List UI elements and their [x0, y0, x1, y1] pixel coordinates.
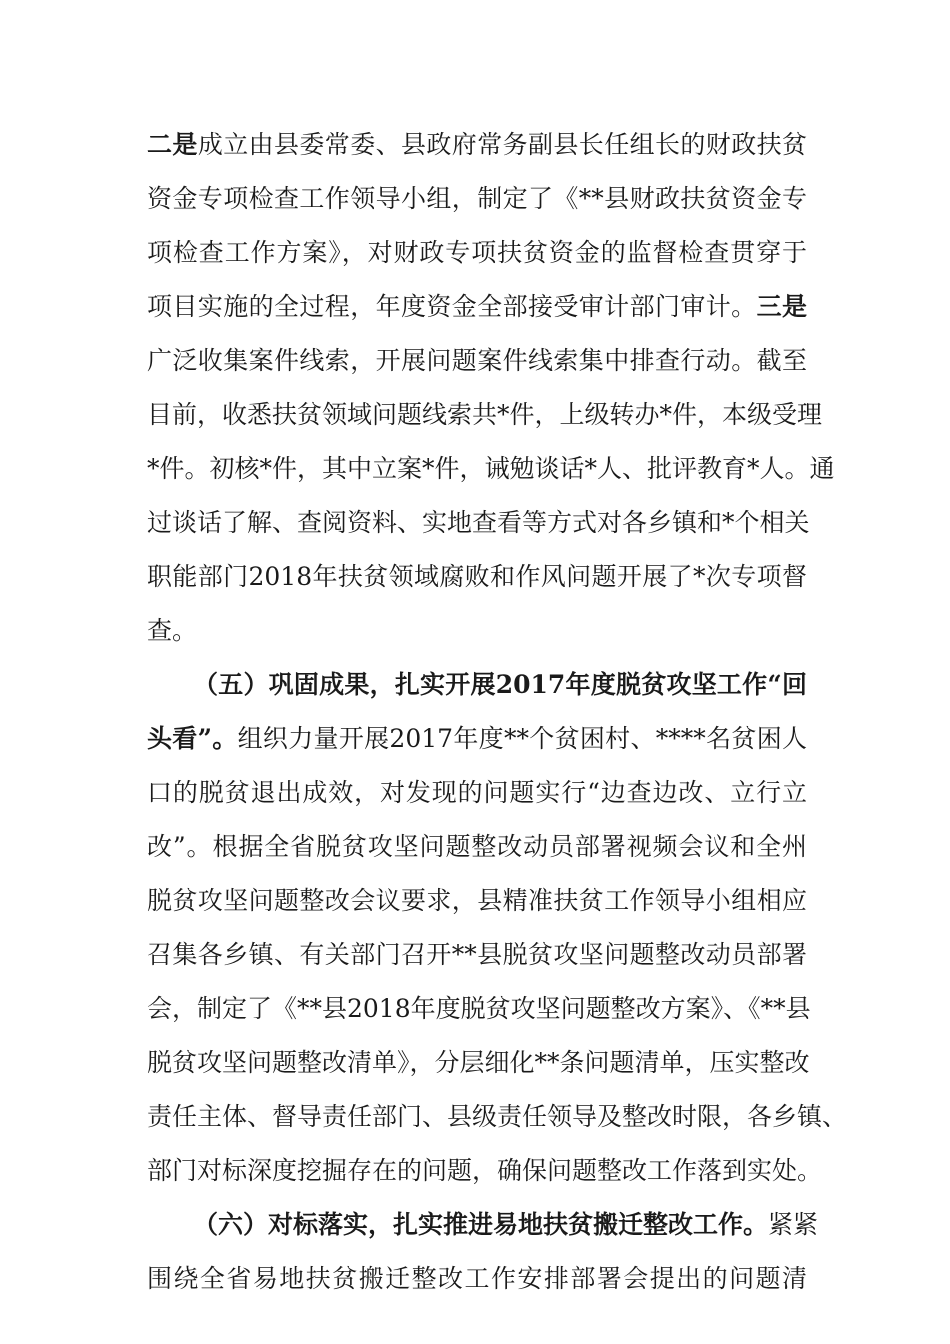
- bold-text-run: 二是: [147, 130, 198, 159]
- text-line: [147, 287, 807, 327]
- text-line: [147, 773, 807, 813]
- text-line: [147, 1151, 823, 1191]
- text-line: [147, 557, 807, 597]
- text-run: 成立由县委常委、县政府常务副县长任组长的财政扶贫: [197, 130, 807, 159]
- text-run: 资金专项检查工作领导小组，制定了《**县财政扶贫资金专: [147, 184, 807, 213]
- text-run: 广泛收集案件线索，开展问题案件线索集中排查行动。截至: [147, 346, 807, 375]
- text-line: [147, 935, 807, 975]
- text-run: 责任主体、督导责任部门、县级责任领导及整改时限，各乡镇、: [147, 1102, 848, 1131]
- text-run: 目前，收悉扶贫领域问题线索共*件，上级转办*件，本级受理: [147, 400, 823, 429]
- text-run: 项检查工作方案》，对财政专项扶贫资金的监督检查贯穿于: [147, 238, 807, 267]
- text-line: [147, 1259, 807, 1299]
- text-line: [147, 395, 823, 435]
- section-heading-line: [193, 665, 807, 705]
- text-line: [147, 989, 811, 1029]
- text-line: [147, 1097, 848, 1137]
- text-run: 项目实施的全过程，年度资金全部接受审计部门审计。: [147, 292, 757, 321]
- text-run: 会，制定了《**县2018年度脱贫攻坚问题整改方案》、《**县: [147, 994, 811, 1023]
- text-run: 组织力量开展2017年度**个贫困村、****名贫困人: [237, 724, 808, 753]
- text-run: 脱贫攻坚问题整改会议要求，县精准扶贫工作领导小组相应: [147, 886, 807, 915]
- text-run: 职能部门2018年扶贫领域腐败和作风问题开展了*次专项督: [147, 562, 807, 591]
- text-run: *件。初核*件，其中立案*件，诫勉谈话*人、批评教育*人。通: [147, 454, 835, 483]
- text-line: [147, 233, 807, 273]
- text-line: [147, 881, 807, 921]
- bold-text-run: （六）对标落实，扎实推进易地扶贫搬迁整改工作。: [193, 1210, 769, 1239]
- text-line: [147, 1043, 810, 1083]
- bold-text-run: 三是: [756, 292, 807, 321]
- text-run: 改”。根据全省脱贫攻坚问题整改动员部署视频会议和全州: [147, 832, 807, 861]
- text-line: [147, 503, 810, 543]
- text-line: [147, 341, 807, 381]
- text-run: 紧紧: [768, 1210, 819, 1239]
- bold-text-run: （五）巩固成果，扎实开展2017年度脱贫攻坚工作“回: [193, 670, 807, 699]
- text-line: [147, 179, 807, 219]
- text-run: 部门对标深度挖掘存在的问题，确保问题整改工作落到实处。: [147, 1156, 823, 1185]
- text-line: [147, 611, 807, 651]
- text-run: 召集各乡镇、有关部门召开**县脱贫攻坚问题整改动员部署: [147, 940, 807, 969]
- text-line: [147, 125, 807, 165]
- text-line: [147, 719, 807, 759]
- section-heading-line: [193, 1205, 819, 1245]
- text-run: 脱贫攻坚问题整改清单》，分层细化**条问题清单，压实整改: [147, 1048, 810, 1077]
- text-run: 口的脱贫退出成效，对发现的问题实行“边查边改、立行立: [147, 778, 807, 807]
- text-run: 过谈话了解、查阅资料、实地查看等方式对各乡镇和*个相关: [147, 508, 810, 537]
- text-run: 查。: [147, 616, 198, 645]
- bold-text-run: 头看”。: [147, 724, 238, 753]
- text-line: [147, 827, 807, 867]
- text-run: 围绕全省易地扶贫搬迁整改工作安排部署会提出的问题清: [147, 1264, 807, 1293]
- text-line: [147, 449, 835, 489]
